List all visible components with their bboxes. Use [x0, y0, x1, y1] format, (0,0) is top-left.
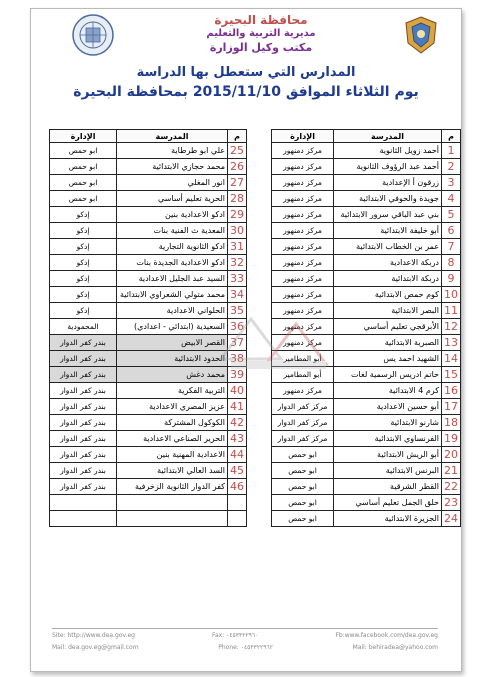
table-row [272, 495, 461, 511]
school-name: التربية الفكرية [117, 383, 228, 399]
table-row [272, 143, 461, 159]
row-number: 19 [442, 431, 461, 447]
table-row [50, 207, 247, 223]
admin-name: مركز دمنهور [272, 319, 334, 335]
table-row [50, 239, 247, 255]
row-number: 14 [442, 351, 461, 367]
table-row [50, 175, 247, 191]
document-page [30, 8, 462, 672]
school-name: المعدية ث الفنية بنات [117, 223, 228, 239]
watermark-logo-icon [211, 309, 341, 379]
document-title [31, 64, 461, 102]
row-number: 5 [442, 207, 461, 223]
school-name: الشهيد احمد يس [334, 351, 442, 367]
admin-name: بندر كفر الدوار [50, 463, 117, 479]
row-number: 6 [442, 223, 461, 239]
school-name: دربكة الابتدائية [334, 271, 442, 287]
footer [30, 630, 460, 660]
table-row [50, 479, 247, 495]
school-name: عزيز المصري الاعدادية [117, 399, 228, 415]
school-name: البرنس الابتدائية [334, 463, 442, 479]
school-name: الحرير الصناعي الاعدادية [117, 431, 228, 447]
school-name: كرم 4 الابتدائية [334, 383, 442, 399]
row-number: 28 [228, 191, 247, 207]
admin-name: مركز دمنهور [272, 191, 334, 207]
empty-cell [117, 495, 228, 511]
row-number: 35 [228, 303, 247, 319]
admin-name: بندر كفر الدوار [50, 431, 117, 447]
directorate-logo-icon [71, 13, 115, 57]
school-name: السد العالي الابتدائية [117, 463, 228, 479]
school-name: حاتم ادريس الرسمية لغات [334, 367, 442, 383]
admin-name: بندر كفر الدوار [50, 367, 117, 383]
letterhead-text [181, 13, 341, 55]
row-number: 21 [442, 463, 461, 479]
school-name: كوم حمص الابتدائية [334, 287, 442, 303]
school-name: أحمد عبد الرؤوف الثانوية [334, 159, 442, 175]
admin-name: إدكو [50, 287, 117, 303]
row-number: 16 [442, 383, 461, 399]
table-row [50, 447, 247, 463]
row-number: 3 [442, 175, 461, 191]
table-row [50, 431, 247, 447]
column-header-school: المدرسة [334, 130, 442, 143]
row-number: 24 [442, 511, 461, 527]
school-name: حلق الجمل تعليم أساسي [334, 495, 442, 511]
title-line-2: يوم الثلاثاء الموافق 2015/11/10 بمحافظة البحيرة [73, 84, 419, 100]
empty-table-row [50, 511, 247, 527]
footer-divider [52, 628, 438, 629]
row-number: 4 [442, 191, 461, 207]
row-number: 15 [442, 367, 461, 383]
table-row [50, 271, 247, 287]
school-name: زرقون أ الإعدادية [334, 175, 442, 191]
admin-name: مركز دمنهور [272, 143, 334, 159]
school-name: الفرنساوي الابتدائية [334, 431, 442, 447]
row-number: 46 [228, 479, 247, 495]
table-row [272, 463, 461, 479]
school-name: كفر الدوار الثانوية الزخرفية [117, 479, 228, 495]
row-number: 38 [228, 351, 247, 367]
admin-name: مركز كفر الدوار [272, 431, 334, 447]
admin-name: بندر كفر الدوار [50, 399, 117, 415]
footer-row-2 [30, 642, 460, 654]
school-name: ادكو الاعدادية بنين [117, 207, 228, 223]
admin-name: إدكو [50, 207, 117, 223]
directorate-name: مديرية التربية والتعليم [206, 28, 316, 39]
admin-name: مركز دمنهور [272, 303, 334, 319]
empty-cell [50, 511, 117, 527]
admin-name: مركز دمنهور [272, 175, 334, 191]
admin-name: إدكو [50, 255, 117, 271]
school-name: الكوكول المشتركة [117, 415, 228, 431]
table-row [50, 463, 247, 479]
table-row [272, 223, 461, 239]
row-number: 32 [228, 255, 247, 271]
school-name: ادكو الاعدادية الجديدة بنات [117, 255, 228, 271]
admin-name: ابو حمص [272, 495, 334, 511]
column-header-num: م [228, 130, 247, 143]
school-name: الصبرية الابتدائية [334, 335, 442, 351]
row-number: 22 [442, 479, 461, 495]
school-name: القصر الابيض [117, 335, 228, 351]
ministry-emblem-icon [403, 15, 439, 55]
school-name: الحلواني الاعدادية [117, 303, 228, 319]
table-header-row [50, 130, 247, 143]
school-name: عمر بن الخطاب الابتدائية [334, 239, 442, 255]
column-header-school: المدرسة [117, 130, 228, 143]
row-number: 26 [228, 159, 247, 175]
admin-name: بندر كفر الدوار [50, 351, 117, 367]
table-row [272, 239, 461, 255]
footer-site[interactable]: Site: http://www.dea.gov.eg [52, 632, 135, 639]
admin-name: مركز دمنهور [272, 271, 334, 287]
row-number: 17 [442, 399, 461, 415]
footer-row-1 [30, 630, 460, 642]
table-row [272, 191, 461, 207]
row-number: 8 [442, 255, 461, 271]
school-name: علي ابو طرطاية [117, 143, 228, 159]
admin-name: مركز دمنهور [272, 223, 334, 239]
admin-name: مركز كفر الدوار [272, 415, 334, 431]
row-number: 27 [228, 175, 247, 191]
table-row [50, 415, 247, 431]
table-row [50, 399, 247, 415]
row-number: 29 [228, 207, 247, 223]
row-number: 31 [228, 239, 247, 255]
row-number: 30 [228, 223, 247, 239]
admin-name: مركز دمنهور [272, 255, 334, 271]
admin-name: بندر كفر الدوار [50, 447, 117, 463]
footer-facebook[interactable]: Fb:www.facebook.com/dea.gov.eg [335, 632, 438, 639]
table-row [272, 447, 461, 463]
admin-name: بندر كفر الدوار [50, 335, 117, 351]
school-name: شارنو الابتدائية [334, 415, 442, 431]
table-row [272, 159, 461, 175]
row-number: 37 [228, 335, 247, 351]
row-number: 25 [228, 143, 247, 159]
table-header-row [272, 130, 461, 143]
row-number: 18 [442, 415, 461, 431]
admin-name: إدكو [50, 303, 117, 319]
admin-name: ابو حمص [50, 143, 117, 159]
row-number: 11 [442, 303, 461, 319]
admin-name: ابو حمص [50, 159, 117, 175]
row-number: 34 [228, 287, 247, 303]
school-name: بني عبد الباقي سرور الابتدائية [334, 207, 442, 223]
table-row [272, 271, 461, 287]
school-name: دربكة الاعدادية [334, 255, 442, 271]
row-number: 39 [228, 367, 247, 383]
footer-mail-2[interactable]: Mail: behiradea@yahoo.com [352, 644, 438, 651]
admin-name: أبو المطامير [272, 367, 334, 383]
admin-name: إدكو [50, 271, 117, 287]
office-name: مكتب وكيل الوزارة [209, 41, 313, 54]
table-row [50, 159, 247, 175]
school-name: محمد حجازي الابتدائية [117, 159, 228, 175]
admin-name: إدكو [50, 223, 117, 239]
table-row [272, 399, 461, 415]
admin-name: ابو حمص [50, 191, 117, 207]
school-name: الأبرقجي تعليم أساسي [334, 319, 442, 335]
row-number: 41 [228, 399, 247, 415]
column-header-admin: الإدارة [272, 130, 334, 143]
row-number: 44 [228, 447, 247, 463]
admin-name: ابو حمص [272, 479, 334, 495]
empty-cell [117, 511, 228, 527]
admin-name: مركز دمنهور [272, 239, 334, 255]
admin-name: بندر كفر الدوار [50, 415, 117, 431]
title-line-1: المدارس التي ستعطل بها الدراسة [136, 65, 356, 80]
row-number: 13 [442, 335, 461, 351]
school-name: أبو حسين الاعدادية [334, 399, 442, 415]
row-number: 9 [442, 271, 461, 287]
table-row [50, 287, 247, 303]
school-name: الاعدادية المهنية بنين [117, 447, 228, 463]
school-name: الحرية تعليم أساسي [117, 191, 228, 207]
row-number: 7 [442, 239, 461, 255]
table-row [272, 415, 461, 431]
column-header-admin: الإدارة [50, 130, 117, 143]
school-name: السيد عبد الجليل الاعدادية [117, 271, 228, 287]
row-number: 20 [442, 447, 461, 463]
row-number: 42 [228, 415, 247, 431]
school-name: أبو خليفة الابتدائية [334, 223, 442, 239]
admin-name: مركز دمنهور [272, 207, 334, 223]
school-name: الحدود الابتدائية [117, 351, 228, 367]
table-row [272, 383, 461, 399]
table-row [50, 191, 247, 207]
column-header-num: م [442, 130, 461, 143]
footer-phone: Phone: ٠٤٥٣٣٢٢٩٦٢ [218, 644, 273, 651]
admin-name: المحمودية [50, 319, 117, 335]
table-row [50, 223, 247, 239]
table-row [272, 255, 461, 271]
letterhead [31, 9, 461, 61]
admin-name: أبو المطامير [272, 351, 334, 367]
empty-cell [228, 511, 247, 527]
school-name: السعيدية (ابتدائي - اعدادي) [117, 319, 228, 335]
admin-name: ابو حمص [272, 447, 334, 463]
row-number: 45 [228, 463, 247, 479]
empty-cell [50, 495, 117, 511]
admin-name: مركز دمنهور [272, 383, 334, 399]
school-name: محمد متولي الشعراوي الابتدائية [117, 287, 228, 303]
row-number: 23 [442, 495, 461, 511]
school-name: أبو الريش الابتدائية [334, 447, 442, 463]
admin-name: بندر كفر الدوار [50, 383, 117, 399]
admin-name: إدكو [50, 239, 117, 255]
row-number: 1 [442, 143, 461, 159]
admin-name: مركز دمنهور [272, 159, 334, 175]
admin-name: ابو حمص [272, 463, 334, 479]
table-row [50, 255, 247, 271]
admin-name: مركز دمنهور [272, 287, 334, 303]
governorate-name: محافظة البحيرة [214, 13, 308, 27]
admin-name: ابو حمص [272, 511, 334, 527]
row-number: 12 [442, 319, 461, 335]
school-name: الجزيرة الابتدائية [334, 511, 442, 527]
table-row [50, 383, 247, 399]
empty-cell [228, 495, 247, 511]
school-name: ادكو الثانوية التجارية [117, 239, 228, 255]
row-number: 43 [228, 431, 247, 447]
empty-table-row [50, 495, 247, 511]
table-row [272, 511, 461, 527]
school-name: البصر الابتدائية [334, 303, 442, 319]
table-row [272, 207, 461, 223]
table-row [272, 431, 461, 447]
admin-name: مركز كفر الدوار [272, 399, 334, 415]
school-name: محمد دغش [117, 367, 228, 383]
school-name: القطر الشرقية [334, 479, 442, 495]
admin-name: مركز دمنهور [272, 335, 334, 351]
row-number: 2 [442, 159, 461, 175]
school-name: انور المغلي [117, 175, 228, 191]
table-row [272, 175, 461, 191]
footer-mail[interactable]: Mail: dea.gov.eg@gmail.com [52, 644, 139, 651]
admin-name: بندر كفر الدوار [50, 479, 117, 495]
table-row [50, 143, 247, 159]
school-name: أحمد زويل الثانوية [334, 143, 442, 159]
table-row [272, 287, 461, 303]
row-number: 40 [228, 383, 247, 399]
admin-name: ابو حمص [50, 175, 117, 191]
table-row [272, 479, 461, 495]
row-number: 10 [442, 287, 461, 303]
school-name: جويدة والحوفي الابتدائية [334, 191, 442, 207]
row-number: 36 [228, 319, 247, 335]
row-number: 33 [228, 271, 247, 287]
footer-fax: Fax: ٠٤٥٣٣٢٢٩٦٠ [212, 632, 259, 639]
